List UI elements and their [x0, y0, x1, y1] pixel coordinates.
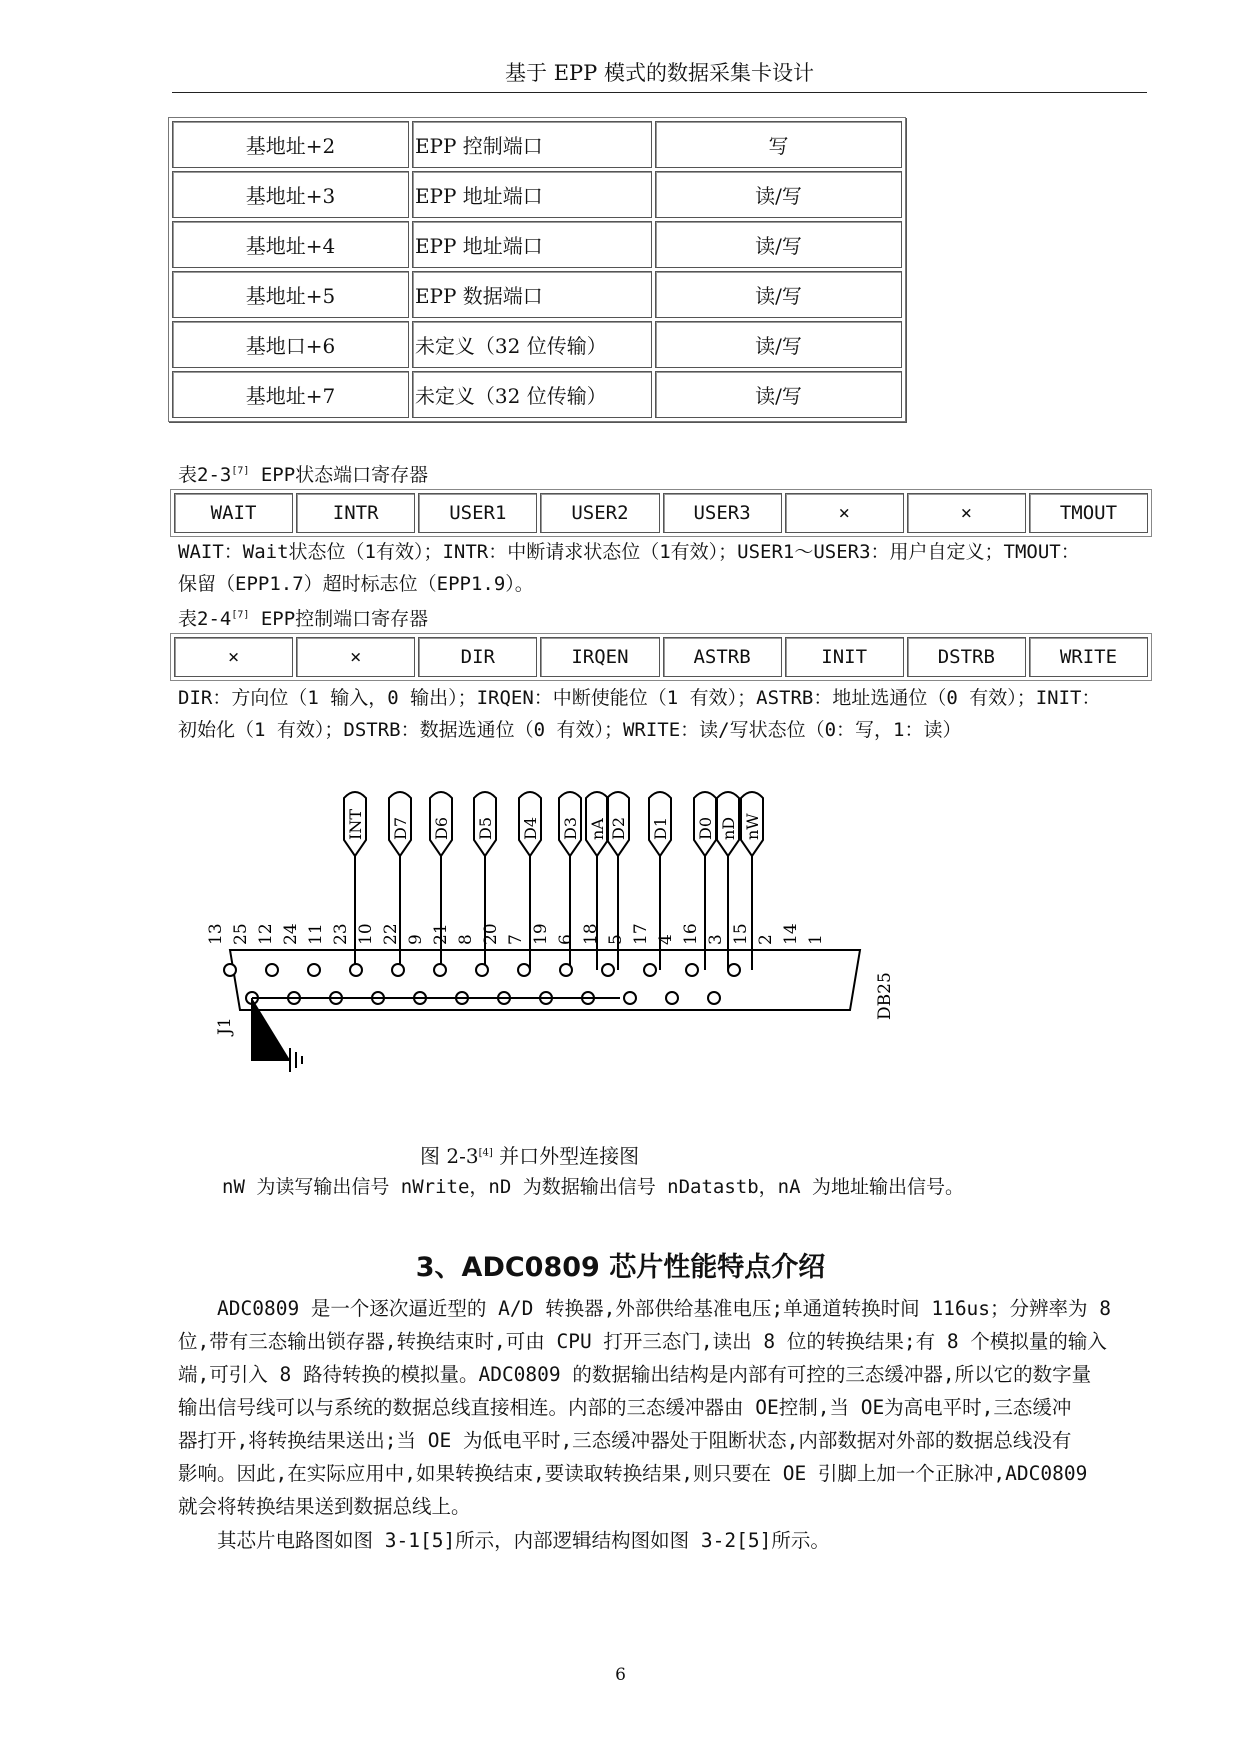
table24-caption: 表2-4[7] EPP控制端口寄存器 — [178, 608, 429, 630]
table-cell: 未定义（32 位传输） — [412, 371, 652, 418]
pin-number: 10 — [356, 923, 376, 945]
table-row — [172, 321, 902, 368]
register-bit-cell: USER1 — [418, 493, 537, 533]
table-cell: 基地口+6 — [172, 321, 409, 368]
pin-number: 1 — [806, 934, 826, 945]
pin-hole — [686, 964, 698, 976]
table-cell: EPP 控制端口 — [412, 121, 652, 168]
pin-hole — [624, 992, 636, 1004]
register-bit-cell: DSTRB — [907, 637, 1026, 677]
table-cell: 基地址+4 — [172, 221, 409, 268]
paragraph-line: 就会将转换结果送到数据总线上。 — [178, 1495, 471, 1518]
section-title: 3、ADC0809 芯片性能特点介绍 — [415, 1252, 826, 1283]
header-title: 基于 EPP 模式的数据采集卡设计 — [505, 61, 814, 85]
control-register-table — [170, 633, 1152, 681]
ground-wire — [252, 998, 290, 1060]
pin-number: 17 — [631, 923, 651, 945]
register-bit-cell: INIT — [785, 637, 904, 677]
pin-number: 25 — [231, 923, 251, 945]
status-register-table — [170, 489, 1152, 537]
paragraph-line: 端,可引入 8 路待转换的模拟量。ADC0809 的数据输出结构是内部有可控的三态缓冲器,所以它的数字量 — [178, 1363, 1092, 1386]
paragraph-line: ADC0809 是一个逐次逼近型的 A/D 转换器,外部供给基准电压;单通道转换时间 116us；分辨率为 8 — [178, 1297, 1112, 1320]
pin-number: 8 — [456, 934, 476, 945]
pin-number: 13 — [206, 923, 226, 945]
table-cell: 基地址+2 — [172, 121, 409, 168]
pin-hole — [560, 964, 572, 976]
table-cell: 未定义（32 位传输） — [412, 321, 652, 368]
pin-number: 6 — [556, 934, 576, 945]
pin-number: 15 — [731, 923, 751, 945]
table23-caption: 表2-3[7] EPP状态端口寄存器 — [178, 464, 429, 486]
pin-number: 5 — [606, 934, 626, 945]
table-cell: EPP 地址端口 — [412, 221, 652, 268]
pin-hole — [350, 964, 362, 976]
table-row — [172, 171, 902, 218]
table-cell: 读/写 — [655, 371, 902, 418]
signal-label: D6 — [432, 816, 451, 840]
signal-label: nW — [743, 813, 762, 840]
paragraph-line: 影响。因此,在实际应用中,如果转换结束,要读取转换结果,则只要在 OE 引脚上加一个正脉冲,ADC0809 — [178, 1462, 1088, 1485]
register-bit-cell: IRQEN — [540, 637, 659, 677]
j1-label: J1 — [215, 1017, 235, 1035]
ground-icon — [290, 1048, 302, 1072]
pin-hole — [644, 964, 656, 976]
body-paragraph — [178, 1292, 1158, 1523]
table24-note: DIR：方向位（1 输入，0 输出）；IRQEN：中断使能位（1 有效）；ASTRB：地址选通位（0 有效）；INIT： 初始化（1 有效）；DSTRB：数据选通位（0 有效）；WRITE：读/写状态位（0：写，1：读） — [178, 687, 1101, 741]
pin-number: 18 — [581, 923, 601, 945]
table23-note: WAIT：Wait状态位（1有效）；INTR：中断请求状态位（1有效）；USER1～USER3：用户自定义；TMOUT： 保留（EPP1.7）超时标志位（EPP1.9）。 — [178, 541, 1080, 595]
table-cell: 读/写 — [655, 221, 902, 268]
pin-hole — [666, 992, 678, 1004]
figure-subcaption: nW 为读写输出信号 nWrite，nD 为数据输出信号 nDatastb，nA 为地址输出信号。 — [222, 1176, 964, 1198]
register-bit-cell: INTR — [296, 493, 415, 533]
pin-number: 9 — [406, 934, 426, 945]
pin-hole — [602, 964, 614, 976]
body-paragraph-2: 其芯片电路图如图 3-1[5]所示，内部逻辑结构图如图 3-2[5]所示。 — [178, 1529, 830, 1552]
table-row — [172, 371, 902, 418]
paragraph-line: 位,带有三态输出锁存器,转换结束时,可由 CPU 打开三态门,读出 8 位的转换结果;有 8 个模拟量的输入 — [178, 1330, 1107, 1353]
pin-number: 12 — [256, 923, 276, 945]
pin-number: 21 — [431, 923, 451, 945]
pin-hole — [392, 964, 404, 976]
figure-caption: 图 2-3[4] 并口外型连接图 — [420, 1144, 640, 1168]
register-bit-cell: × — [174, 637, 293, 677]
table-cell: EPP 数据端口 — [412, 271, 652, 318]
register-bit-cell: WRITE — [1029, 637, 1148, 677]
pin-number: 19 — [531, 923, 551, 945]
db25-connection-diagram — [200, 790, 920, 1090]
paragraph-line: 输出信号线可以与系统的数据总线直接相连。内部的三态缓冲器由 OE控制,当 OE为高电平时,三态缓冲 — [178, 1396, 1072, 1419]
table-cell: 读/写 — [655, 271, 902, 318]
table-cell: 读/写 — [655, 321, 902, 368]
pin-hole — [308, 964, 320, 976]
pin-hole — [266, 964, 278, 976]
pin-hole — [224, 964, 236, 976]
register-bit-cell: ASTRB — [663, 637, 782, 677]
signal-label: D4 — [521, 816, 540, 840]
signal-label: D7 — [391, 816, 410, 840]
pin-hole — [518, 964, 530, 976]
pin-number: 23 — [331, 923, 351, 945]
register-bit-cell: × — [907, 493, 1026, 533]
table-cell: 基地址+5 — [172, 271, 409, 318]
pin-number: 14 — [781, 923, 801, 945]
register-bit-cell: USER2 — [540, 493, 659, 533]
signal-label: D5 — [476, 816, 495, 840]
pin-hole — [476, 964, 488, 976]
table-cell: 基地址+7 — [172, 371, 409, 418]
pin-number: 11 — [306, 923, 326, 945]
table-cell: EPP 地址端口 — [412, 171, 652, 218]
table-cell: 写 — [655, 121, 902, 168]
register-bit-cell: DIR — [418, 637, 537, 677]
signal-label: nA — [588, 818, 607, 840]
table-row — [172, 221, 902, 268]
pin-hole — [434, 964, 446, 976]
signal-label: INT — [346, 809, 365, 840]
paragraph-line: 器打开,将转换结果送出;当 OE 为低电平时,三态缓冲器处于阻断状态,内部数据对外部的数据总线没有 — [178, 1429, 1072, 1452]
signal-label: D3 — [561, 816, 580, 840]
pin-number: 2 — [756, 934, 776, 945]
pin-number: 7 — [506, 934, 526, 945]
pin-number: 16 — [681, 923, 701, 945]
pin-number: 3 — [706, 934, 726, 945]
pin-number: 24 — [281, 923, 301, 945]
db25-label: DB25 — [875, 972, 895, 1020]
pin-hole — [708, 992, 720, 1004]
page-number: 6 — [615, 1665, 626, 1685]
register-bit-cell: × — [785, 493, 904, 533]
table-row — [172, 121, 902, 168]
port-address-table — [168, 117, 906, 422]
table-cell: 读/写 — [655, 171, 902, 218]
register-bit-cell: WAIT — [174, 493, 293, 533]
page-header — [172, 58, 1147, 93]
register-bit-cell: TMOUT — [1029, 493, 1148, 533]
signal-label: D1 — [651, 816, 670, 840]
signal-label: D2 — [609, 816, 628, 840]
register-bit-cell: × — [296, 637, 415, 677]
pin-hole — [728, 964, 740, 976]
table-cell: 基地址+3 — [172, 171, 409, 218]
pin-number: 22 — [381, 923, 401, 945]
pin-number: 4 — [656, 934, 676, 945]
register-bit-cell: USER3 — [663, 493, 782, 533]
pin-number: 20 — [481, 923, 501, 945]
table-row — [172, 271, 902, 318]
signal-label: D0 — [696, 816, 715, 840]
signal-label: nD — [719, 816, 738, 840]
